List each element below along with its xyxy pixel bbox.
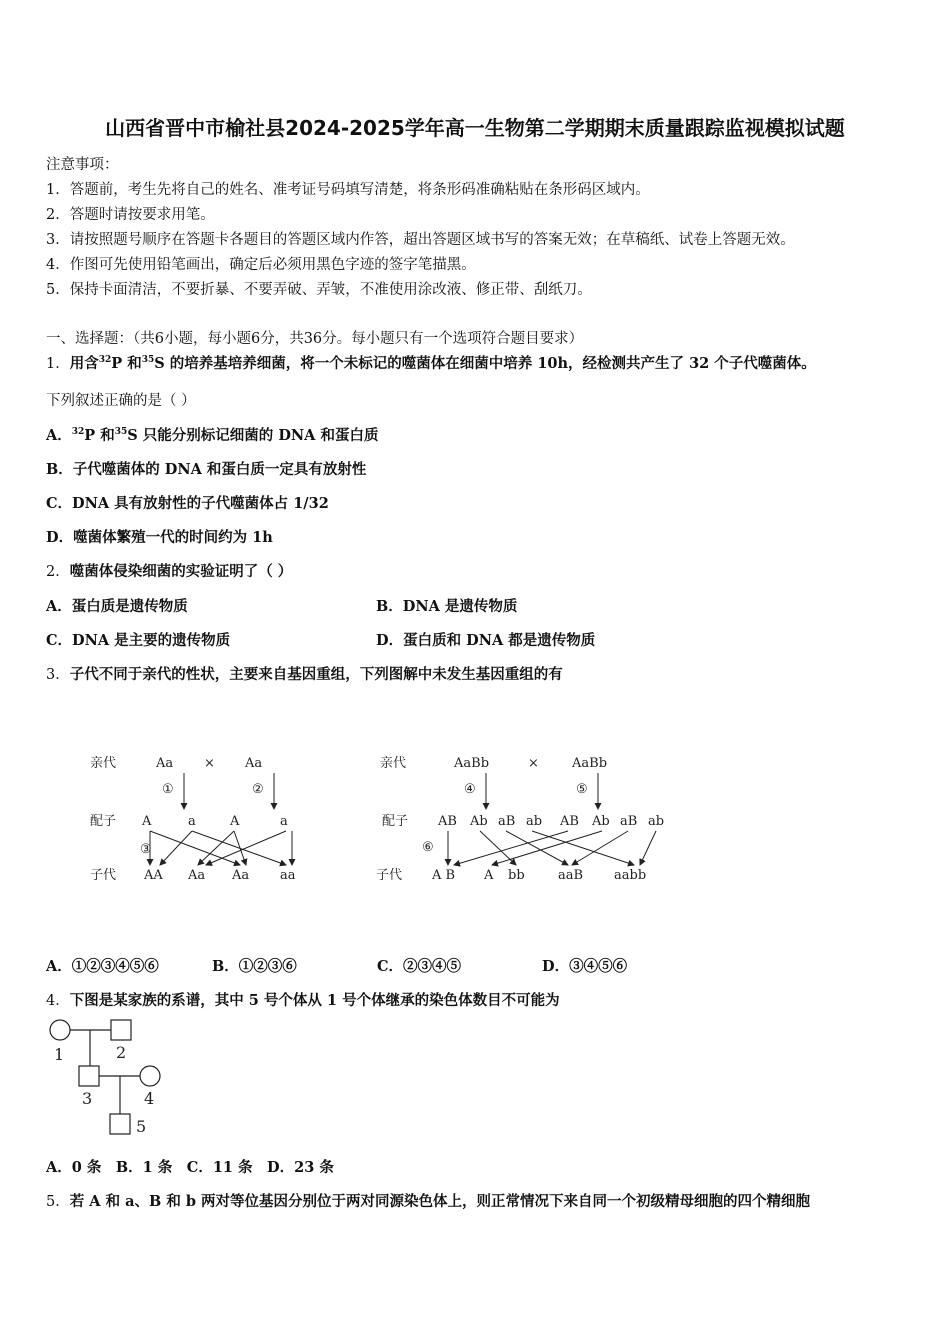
option-text: S 只能分别标记细菌的 DNA 和蛋白质 [127, 427, 379, 444]
offspring: Aa [232, 868, 250, 883]
gamete: Ab [470, 814, 488, 829]
gamete: Ab [592, 814, 610, 829]
option-b: B．DNA 是遗传物质 [376, 598, 518, 615]
question-text: 下图是某家族的系谱，其中 5 号个体从 1 号个体继承的染色体数目不可能为 [69, 992, 560, 1009]
row-label-gamete: 配子 [382, 814, 409, 829]
individual-2-male [111, 1020, 131, 1040]
q1-text-part: 用含 [69, 355, 99, 372]
superscript: 32 [98, 355, 112, 365]
individual-4-female [140, 1066, 160, 1086]
gamete: A [230, 814, 240, 829]
step-marker-2: ② [252, 782, 264, 797]
question-4-options: A．0 条 B．1 条 C．11 条 D．23 条 [46, 1159, 334, 1176]
gamete: ab [526, 814, 543, 829]
row-label-parent: 亲代 [90, 756, 117, 771]
question-text: 噬菌体侵染细菌的实验证明了（ ） [69, 563, 293, 580]
step-marker-6: ⑥ [422, 840, 434, 855]
gamete: ab [648, 814, 665, 829]
question-3-stem [46, 663, 563, 684]
individual-1-female [50, 1020, 70, 1040]
step-marker-3: ③ [140, 842, 152, 857]
individual-number: 2 [116, 1043, 127, 1062]
option-a: A．①②③④⑤⑥ [46, 958, 159, 975]
page-title: 山西省晋中市榆社县2024-2025学年高一生物第二学期期末质量跟踪监视模拟试题 [105, 116, 845, 140]
step-marker-5: ⑤ [576, 782, 588, 797]
gamete: AB [438, 814, 457, 829]
question-number: 2． [46, 564, 70, 580]
question-text: 子代不同于亲代的性状，主要来自基因重组，下列图解中未发生基因重组的有 [69, 666, 563, 683]
monohybrid-cross-diagram [80, 745, 320, 895]
individual-3-male [79, 1066, 99, 1086]
option-c: C．DNA 是主要的遗传物质 [46, 632, 231, 649]
gamete: aB [620, 814, 638, 829]
row-label-gamete: 配子 [90, 814, 117, 829]
option-c: C．DNA 具有放射性的子代噬菌体占 1/32 [46, 495, 329, 512]
offspring: aaB [558, 868, 584, 883]
gamete: A [142, 814, 152, 829]
notice-item: 4．作图可先使用铅笔画出，确定后必须用黑色字迹的签字笔描黑。 [46, 257, 476, 273]
offspring: aa [280, 868, 296, 883]
offspring: Aa [188, 868, 206, 883]
step-marker-1: ① [162, 782, 174, 797]
notice-item: 3．请按照题号顺序在答题卡各题目的答题区域内作答，超出答题区域书写的答案无效；在草稿纸、试卷上答题无效。 [46, 232, 795, 248]
question-2-stem [46, 560, 292, 581]
notice-heading: 注意事项： [46, 157, 119, 173]
option-text: P 和 [84, 427, 115, 444]
individual-number: 3 [82, 1089, 93, 1108]
question-text: 若 A 和 a、B 和 b 两对等位基因分别位于两对同源染色体上，则正常情况下来自同一个初级精母细胞的四个精细胞 [69, 1193, 811, 1210]
notice-item: 2．答题时请按要求用笔。 [46, 207, 215, 223]
offspring: AA [144, 868, 163, 883]
question-number: 4． [46, 993, 70, 1009]
option-d: D．蛋白质和 DNA 都是遗传物质 [376, 632, 596, 649]
individual-number: 4 [144, 1089, 155, 1108]
individual-number: 1 [54, 1045, 65, 1064]
question-number: 5． [46, 1194, 70, 1210]
individual-number: 5 [136, 1117, 147, 1136]
question-1-stem-2: 下列叙述正确的是（ ） [46, 393, 196, 409]
question-1-stem [46, 352, 816, 373]
option-a [46, 424, 378, 445]
question-5-stem [46, 1190, 810, 1211]
notice-item: 1．答题前，考生先将自己的姓名、准考证号码填写清楚，将条形码准确粘贴在条形码区域内。 [46, 182, 650, 198]
notice-item: 5．保持卡面清洁，不要折暴、不要弄破、弄皱，不准使用涂改液、修正带、刮纸刀。 [46, 282, 592, 298]
parent-genotype: Aa [245, 756, 263, 771]
dihybrid-cross-diagram [372, 745, 682, 895]
offspring: bb [508, 868, 525, 883]
pedigree-chart [44, 1014, 194, 1142]
cross-symbol: × [528, 756, 539, 771]
superscript: 35 [141, 355, 155, 365]
parent-genotype: AaBb [454, 756, 490, 771]
offspring: A [484, 868, 494, 883]
option-label: A． [46, 427, 72, 444]
gamete: a [280, 814, 288, 829]
option-d: D．噬菌体繁殖一代的时间约为 1h [46, 529, 273, 546]
row-label-parent: 亲代 [380, 756, 407, 771]
gamete: aB [498, 814, 516, 829]
option-d: D．③④⑤⑥ [542, 958, 628, 975]
option-c: C．②③④⑤ [377, 958, 462, 975]
step-marker-4: ④ [464, 782, 476, 797]
superscript: 35 [114, 427, 128, 437]
question-4-stem [46, 989, 560, 1010]
q1-text-part: P 和 [111, 355, 142, 372]
section-heading: 一、选择题：（共6小题，每小题6分，共36分。每小题只有一个选项符合题目要求） [46, 331, 584, 347]
gamete: AB [560, 814, 579, 829]
question-number: 3． [46, 667, 70, 683]
row-label-offspring: 子代 [376, 868, 403, 883]
q1-text-part: S 的培养基培养细菌，将一个未标记的噬菌体在细菌中培养 10h，经检测共产生了 32 个子代噬菌体。 [154, 355, 816, 372]
superscript: 32 [71, 427, 85, 437]
question-number: 1． [46, 356, 70, 372]
option-b: B．①②③⑥ [212, 958, 297, 975]
cross-symbol: × [204, 756, 215, 771]
option-b: B．子代噬菌体的 DNA 和蛋白质一定具有放射性 [46, 461, 367, 478]
parent-genotype: AaBb [572, 756, 608, 771]
offspring: A B [432, 868, 456, 883]
individual-5-male [110, 1114, 130, 1134]
offspring: aabb [614, 868, 647, 883]
row-label-offspring: 子代 [90, 868, 117, 883]
gamete: a [188, 814, 196, 829]
option-a: A．蛋白质是遗传物质 [46, 598, 188, 615]
parent-genotype: Aa [156, 756, 174, 771]
